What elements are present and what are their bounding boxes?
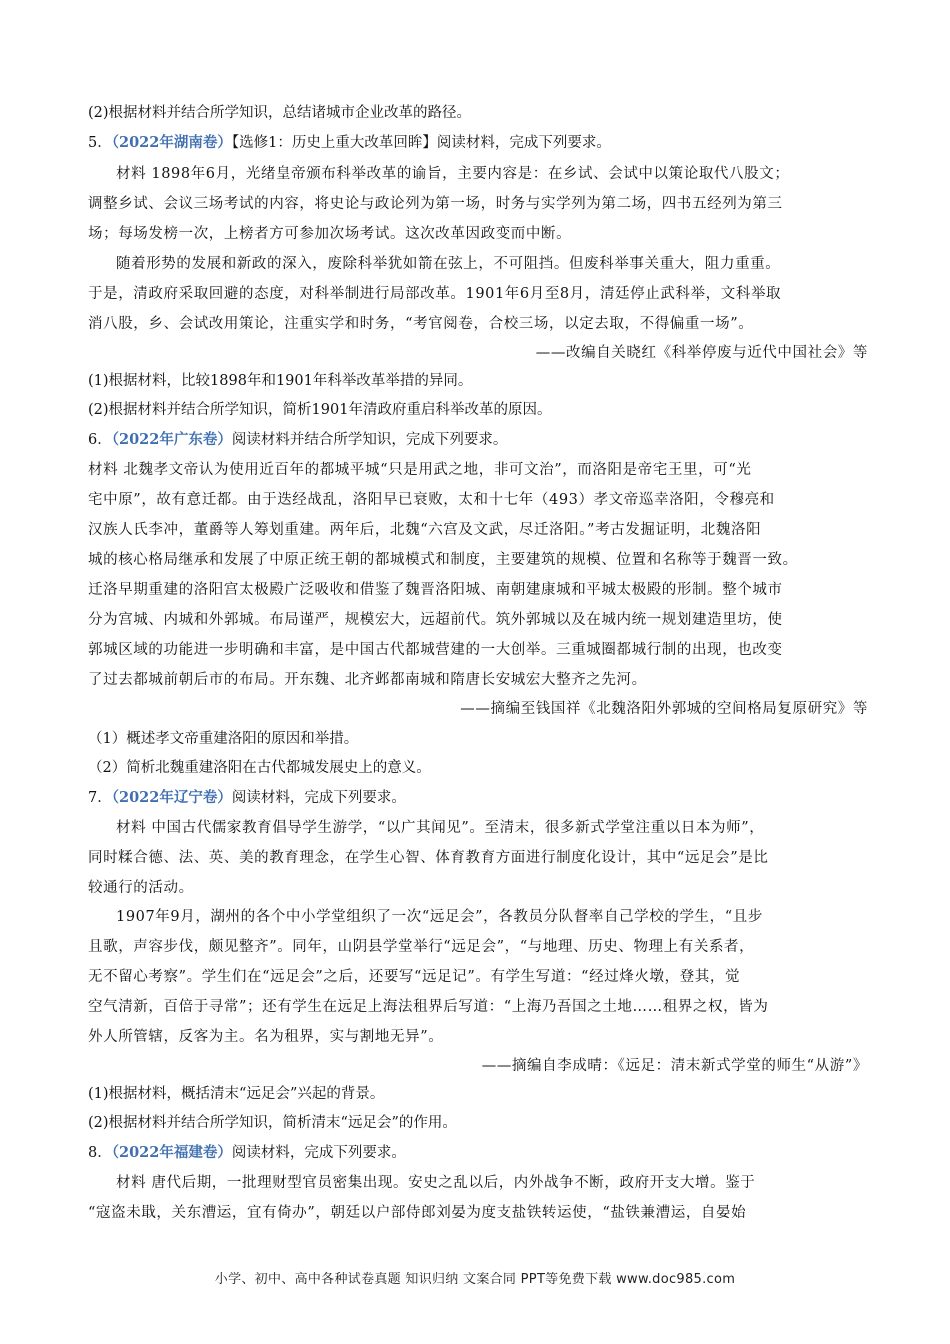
line-text: 了过去都城前朝后市的布局。开东魏、北齐邺都南城和隋唐长安城宏大整齐之先河。 [88, 672, 647, 688]
text-line [88, 967, 868, 987]
text-line [88, 284, 868, 304]
text-line [88, 103, 868, 123]
line-text: (1)根据材料，概括清末“远足会”兴起的背景。 [88, 1086, 385, 1102]
text-line [88, 400, 868, 420]
line-text: 外人所管辖，反客为主。名为租界，实与割地无异”。 [88, 1029, 444, 1045]
text-line [88, 1084, 868, 1104]
text-line [88, 670, 868, 690]
line-text: 1907年9月，湖州的各个中小学堂组织了一次“远足会”，各教员分队督率自己学校的学生，“且步 [116, 909, 763, 925]
line-text: (1)根据材料，比较1898年和1901年科举改革举措的异同。 [88, 373, 473, 389]
text-line [116, 907, 868, 927]
line-text: 消八股，乡、会试改用策论，注重实学和时务，“考官阅卷，合校三场，以定去取，不得偏重一场”。 [88, 316, 754, 332]
text-line [88, 580, 868, 600]
text-line [88, 997, 868, 1017]
line-text: 迁洛早期重建的洛阳宫太极殿广泛吸收和借鉴了魏晋洛阳城、南朝建康城和平城太极殿的形制。整个城市 [88, 582, 783, 598]
line-text: 阅读材料，完成下列要求。 [231, 1145, 406, 1161]
text-line [88, 490, 868, 510]
line-text: “寇盗未戢，关东漕运，宜有倚办”，朝廷以户部侍郎刘晏为度支盐铁转运使，“盐铁兼漕运，自晏始 [88, 1205, 747, 1221]
line-text: (2)根据材料并结合所学知识，总结诸城市企业改革的路径。 [88, 105, 472, 121]
text-line [88, 1027, 868, 1047]
text-line [116, 818, 868, 838]
line-text: ——改编自关晓红《科举停废与近代中国社会》等 [535, 345, 868, 361]
exam-source-tag: （2022年辽宁卷） [111, 789, 232, 806]
text-line [300, 343, 868, 363]
question-number: 5． [88, 135, 112, 151]
line-text: 阅读材料，完成下列要求。 [231, 790, 406, 806]
line-text: 城的核心格局继承和发展了中原正统王朝的都城模式和制度，主要建筑的规模、位置和名称等于魏晋一致。 [88, 552, 798, 568]
text-line [300, 699, 868, 719]
line-text: 空气清新，百倍于寻常”；还有学生在远足上海法租界后写道：“上海乃吾国之土地……租界之权，皆为 [88, 999, 769, 1015]
line-text: 材料 唐代后期，一批理财型官员密集出现。安史之乱以后，内外战争不断，政府开支大增。鉴于 [116, 1175, 756, 1191]
line-text: 宅中原”，故有意迁都。由于迭经战乱，洛阳早已衰败，太和十七年（493）孝文帝巡幸洛阳，令穆亮和 [88, 492, 775, 508]
question-heading [88, 430, 868, 450]
text-line [88, 848, 868, 868]
text-line [88, 640, 868, 660]
question-number: 8． [88, 1145, 112, 1161]
text-line [88, 878, 868, 898]
line-text: 郭城区域的功能进一步明确和丰富，是中国古代都城营建的一大创举。三重城圈都城行制的出现，也改变 [88, 642, 783, 658]
text-line [88, 550, 868, 570]
line-text: (2)根据材料并结合所学知识，简析清末“远足会”的作用。 [88, 1115, 457, 1131]
line-text: (2)根据材料并结合所学知识，简析1901年清政府重启科举改革的原因。 [88, 402, 552, 418]
line-text: 调整乡试、会议三场考试的内容，将史论与政论列为第一场，时务与实学列为第二场，四书五经列为第三 [88, 196, 783, 212]
line-text: 场；每场发榜一次，上榜者方可参加次场考试。这次改革因政变而中断。 [88, 226, 572, 242]
line-text: 材料 中国古代儒家教育倡导学生游学，“以广其闻见”。至清末，很多新式学堂注重以日本为师”， [116, 820, 765, 836]
line-text: 同时糅合德、法、英、美的教育理念，在学生心智、体育教育方面进行制度化设计，其中“远足会”是比 [88, 850, 769, 866]
text-line [88, 520, 868, 540]
page-footer: 小学、初中、高中各种试卷真题 知识归纳 文案合同 PPT等免费下载 www.doc985.com [214, 1272, 736, 1287]
question-number: 6． [88, 432, 112, 448]
text-line [88, 610, 868, 630]
line-text: 分为宫城、内城和外郭城。布局谨严，规模宏大，远超前代。筑外郭城以及在城内统一规划建造里坊，使 [88, 612, 783, 628]
line-text: 阅读材料并结合所学知识，完成下列要求。 [231, 432, 508, 448]
text-line [88, 729, 868, 749]
text-line [116, 1173, 868, 1193]
question-heading [88, 788, 868, 808]
text-line [88, 194, 868, 214]
text-line [116, 164, 868, 184]
exam-source-tag: （2022年湖南卷） [111, 134, 232, 151]
line-text: （2）简析北魏重建洛阳在古代都城发展史上的意义。 [88, 760, 431, 776]
text-line [300, 1056, 868, 1076]
question-number: 7． [88, 790, 112, 806]
text-line [88, 224, 868, 244]
line-text: （1）概述孝文帝重建洛阳的原因和举措。 [88, 731, 359, 747]
question-heading [88, 133, 868, 153]
line-text: ——摘编自李成晴：《远足：清末新式学堂的师生“从游”》 [481, 1058, 868, 1074]
question-heading [88, 1143, 868, 1163]
line-text: 汉族人氏李冲，董爵等人筹划重建。两年后，北魏“六宫及文武，尽迁洛阳。”考古发掘证明，北魏洛阳 [88, 522, 762, 538]
line-text: 随着形势的发展和新政的深入，废除科举犹如箭在弦上，不可阻挡。但废科举事关重大，阻力重重。 [116, 256, 781, 272]
line-text: 无不留心考察”。学生们在“远足会”之后，还要写“远足记”。有学生写道：“经过烽火墩，登其，觉 [88, 969, 741, 985]
text-line [88, 758, 868, 778]
line-text: 且歌，声容步伐，颇见整齐”。同年，山阴县学堂举行“远足会”，“与地理、历史、物理上有关系者， [88, 939, 755, 955]
text-line [88, 937, 868, 957]
exam-source-tag: （2022年广东卷） [111, 431, 232, 448]
exam-source-tag: （2022年福建卷） [111, 1144, 232, 1161]
text-line [116, 254, 868, 274]
text-line [88, 371, 868, 391]
line-text: 较通行的活动。 [88, 880, 194, 896]
line-text: ——摘编至钱国祥《北魏洛阳外郭城的空间格局复原研究》等 [460, 701, 868, 717]
line-text: 于是，清政府采取回避的态度，对科举制进行局部改革。1901年6月至8月，清廷停止武科举，文科举取 [88, 286, 782, 302]
line-text: 【选修1：历史上重大改革回眸】阅读材料，完成下列要求。 [231, 135, 611, 151]
text-line [88, 460, 868, 480]
text-line [88, 1203, 868, 1223]
text-line [88, 1113, 868, 1133]
line-text: 材料 1898年6月，光绪皇帝颁布科举改革的谕旨，主要内容是：在乡试、会试中以策论取代八股文； [116, 166, 790, 182]
line-text: 材料 北魏孝文帝认为使用近百年的都城平城“只是用武之地，非可文治”，而洛阳是帝宅王里，可“光 [88, 462, 752, 478]
text-line [88, 314, 868, 334]
